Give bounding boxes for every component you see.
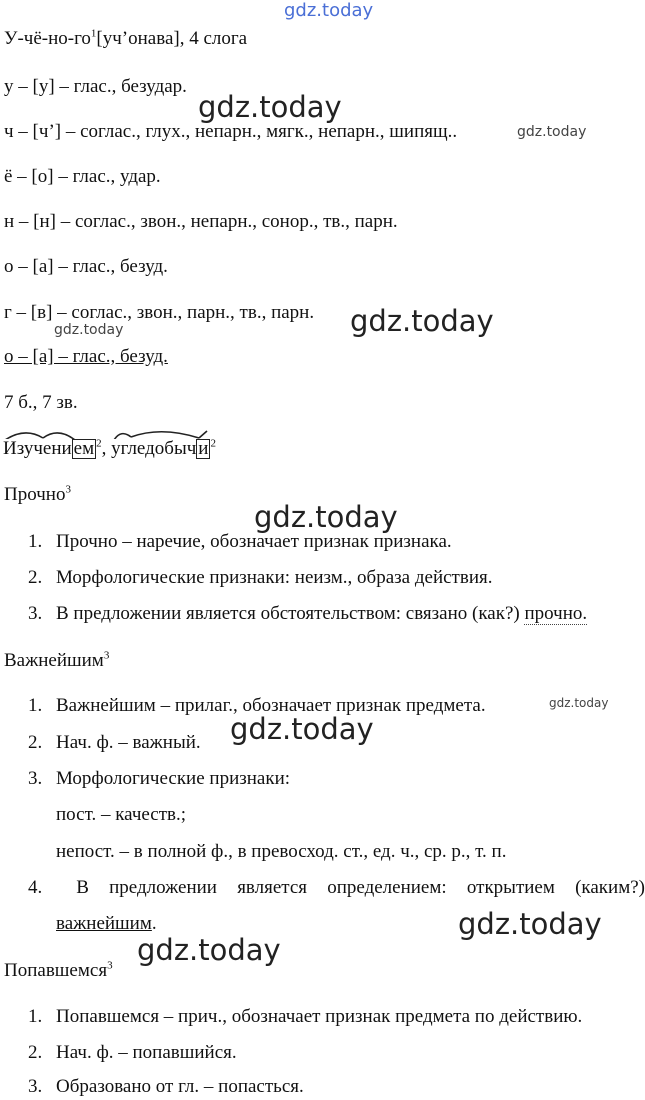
item-number: 4. bbox=[28, 877, 43, 898]
item-word: определением: bbox=[327, 877, 447, 898]
task-number: 2 bbox=[96, 437, 102, 450]
item-number: 3. bbox=[28, 1076, 43, 1097]
list-item bbox=[28, 695, 486, 717]
phonetic-line: у – [у] – глас., безудар. bbox=[4, 76, 187, 97]
item-number: 3. bbox=[28, 768, 43, 789]
list-item bbox=[28, 567, 492, 589]
task-number: 1 bbox=[90, 27, 97, 40]
item-text: Прочно – наречие, обозначает признак признака. bbox=[56, 531, 452, 552]
section-title bbox=[4, 960, 113, 982]
phonetic-line: ч – [ч’] – соглас., глух., непарн., мягк., непарн., шипящ.. bbox=[4, 121, 458, 142]
transcription: [уч’онава], 4 слога bbox=[96, 28, 248, 49]
phonetic-line: г – [в] – соглас., звон., парн., тв., парн. bbox=[4, 302, 315, 323]
section-title-text: Попавшемся bbox=[4, 960, 108, 981]
watermark: gdz.today bbox=[137, 933, 281, 967]
ending-box: и bbox=[198, 438, 209, 459]
item-number: 3. bbox=[28, 603, 43, 624]
watermark: gdz.today bbox=[54, 322, 124, 338]
word-stem: Изучени bbox=[3, 438, 72, 459]
item-text: . bbox=[151, 913, 157, 934]
list-item-sub: пост. – качеств.; bbox=[56, 804, 187, 825]
item-number: 1. bbox=[28, 1006, 43, 1027]
list-item bbox=[28, 1042, 237, 1064]
watermark: gdz.today bbox=[517, 124, 587, 140]
word-stem: угледобыч bbox=[111, 438, 197, 459]
item-text: Образовано от гл. – попасться. bbox=[56, 1076, 304, 1097]
list-item-sub bbox=[56, 913, 157, 935]
item-text: В предложении является обстоятельством: связано (как?) bbox=[56, 603, 520, 624]
list-item bbox=[28, 877, 645, 899]
watermark: gdz.today bbox=[230, 712, 374, 746]
item-word: предложении bbox=[109, 877, 217, 898]
phonetic-line: н – [н] – соглас., звон., непарн., сонор., тв., парн. bbox=[4, 211, 398, 232]
item-number: 2. bbox=[28, 1042, 43, 1063]
section-title-text: Важнейшим bbox=[4, 650, 104, 671]
item-text: Попавшемся – прич., обозначает признак предмета по действию. bbox=[56, 1006, 583, 1027]
ending-box: ем bbox=[73, 438, 95, 459]
item-text: Важнейшим – прилаг., обозначает признак предмета. bbox=[56, 695, 486, 716]
task-number: 3 bbox=[107, 959, 113, 972]
item-text: Морфологические признаки: bbox=[56, 768, 291, 789]
list-item bbox=[28, 768, 290, 790]
watermark: gdz.today bbox=[458, 907, 602, 941]
morphemic-word bbox=[3, 438, 102, 460]
task-number: 3 bbox=[65, 483, 71, 496]
item-number: 1. bbox=[28, 695, 43, 716]
phonetic-summary: 7 б., 7 зв. bbox=[4, 392, 78, 413]
phonetic-word: У-чё-но-го bbox=[4, 28, 91, 49]
item-word: (каким?) bbox=[575, 877, 645, 898]
watermark-top: gdz.today bbox=[284, 0, 374, 21]
phonetic-header bbox=[4, 28, 247, 50]
item-text: Морфологические признаки: неизм., образа действия. bbox=[56, 567, 493, 588]
watermark: gdz.today bbox=[350, 304, 494, 338]
task-number: 3 bbox=[103, 649, 110, 662]
item-text: Нач. ф. – важный. bbox=[56, 732, 201, 753]
root-arc-icon bbox=[3, 429, 77, 439]
item-word: В bbox=[76, 877, 89, 898]
root-arc-icon bbox=[111, 429, 211, 439]
section-title bbox=[4, 484, 71, 506]
item-number: 2. bbox=[28, 567, 43, 588]
underlined-word: важнейшим bbox=[56, 913, 152, 934]
phonetic-line: о – [а] – глас., безуд. bbox=[4, 346, 168, 367]
section-title bbox=[4, 650, 109, 672]
list-item bbox=[28, 1006, 582, 1028]
task-number: 2 bbox=[210, 437, 216, 450]
list-item bbox=[28, 1076, 304, 1098]
item-number: 2. bbox=[28, 732, 43, 753]
list-item bbox=[28, 732, 201, 754]
item-text: Нач. ф. – попавшийся. bbox=[56, 1042, 237, 1063]
watermark: gdz.today bbox=[549, 696, 609, 710]
item-word: является bbox=[237, 877, 308, 898]
section-title-text: Прочно bbox=[4, 484, 66, 505]
underlined-word: прочно. bbox=[524, 603, 588, 624]
phonetic-line: ё – [о] – глас., удар. bbox=[4, 166, 161, 187]
phonetic-line: о – [а] – глас., безуд. bbox=[4, 256, 168, 277]
morphemic-word bbox=[111, 438, 216, 460]
separator: , bbox=[101, 438, 112, 459]
watermark: gdz.today bbox=[254, 500, 398, 534]
watermark: gdz.today bbox=[198, 90, 342, 124]
list-item bbox=[28, 603, 587, 625]
morphemic-analysis bbox=[3, 438, 216, 460]
item-word: открытием bbox=[466, 877, 555, 898]
list-item bbox=[28, 531, 452, 553]
item-number: 1. bbox=[28, 531, 43, 552]
list-item-sub: непост. – в полной ф., в превосход. ст., ед. ч., ср. р., т. п. bbox=[56, 841, 507, 862]
